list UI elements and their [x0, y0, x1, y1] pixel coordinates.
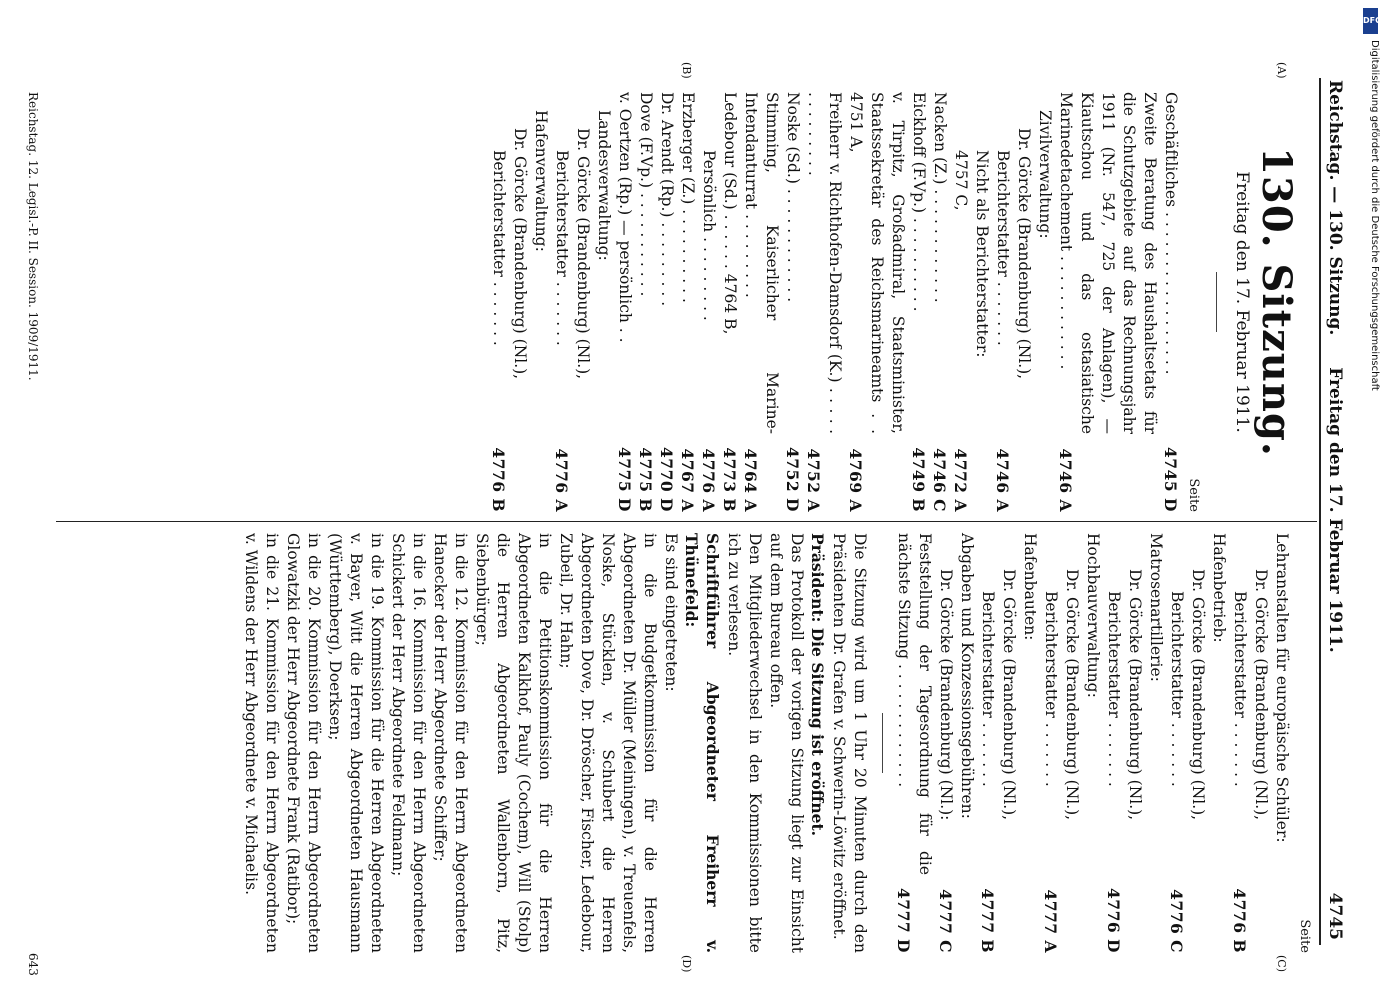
- proceedings-paragraph: in die 19. Kommission für die Herren Abgeordneten v. Bayer, Witt die Herren Abgeordneten Hausmann (Württemberg), Doerksen;: [326, 533, 386, 953]
- entry-text: Dr. Görcke (Brandenburg) (Nl.),: [1000, 569, 1018, 821]
- entry-text: Dr. Görcke (Brandenburg) (Nl.),: [574, 128, 592, 380]
- proceedings-paragraph: Das Protokoll der vorigen Sitzung liegt zur Einsicht auf dem Bureau offen.: [767, 533, 806, 953]
- proceedings-paragraph: Es sind eingetreten:: [662, 533, 680, 692]
- agenda-entry: [935, 533, 956, 953]
- entry-text: v. Oertzen (Rp.) — persönlich . .: [616, 92, 634, 343]
- seite-label: Seite: [1186, 478, 1201, 512]
- entry-text: Zweite Beratung des Haushaltsetats für die Schutzgebiete auf das Rechnungsjahr 1911 (Nr. 547, 725 der Anlagen), — Kiautschou und das ostasiatische Marinedetachement . . . . . . . . . . . .: [1057, 92, 1159, 434]
- page-reference: 4752 A: [804, 448, 823, 512]
- entry-text: Berichterstatter . . . . . . .: [994, 150, 1012, 346]
- agenda-entry: [1019, 533, 1040, 953]
- running-head-date: Freitag den 17. Februar 1911.: [1325, 367, 1345, 653]
- margin-letter-c: (C): [1275, 955, 1288, 972]
- entry-text: v. Tirpitz, Großadmiral, Staatsminister, Staatssekretär des Reichsmarineamts . . 4751 A,: [847, 92, 907, 434]
- footer-number: 643: [26, 953, 40, 976]
- proceedings-paragraph: in die 20. Kommission für den Herrn Abgeordneten Glowatzki der Herr Abgeordnete Frank (Ratibor);: [284, 533, 323, 953]
- dfg-logo: DFG: [1363, 8, 1378, 34]
- agenda-list: [488, 92, 1181, 512]
- agenda-entry: [977, 533, 998, 953]
- page-reference: 4775 B: [636, 447, 655, 512]
- entry-text: Persönlich . . . . . . . . .: [700, 150, 718, 321]
- entry-text: Noske (Sd.) . . . . . . . . . . . .: [784, 92, 802, 303]
- column-divider: [56, 521, 1317, 522]
- page-number: 4745: [1325, 892, 1345, 940]
- agenda-entry: [656, 92, 677, 512]
- agenda-entry: [1271, 533, 1292, 953]
- entry-text: Berichterstatter . . . . . . .: [979, 591, 997, 787]
- entry-text: Stimming, Kaiserlicher Marine-Intendanturrat . . . . . . . . .: [742, 92, 781, 434]
- page-reference: 4776 D: [1104, 888, 1123, 953]
- agenda-entry: [530, 92, 551, 512]
- agenda-entry: [509, 92, 530, 512]
- proceedings-paragraph: in die 12. Kommission für den Herrn Abgeordneten Hanecker der Herr Abgeordnete Schiffer;: [431, 533, 470, 953]
- page-reference: 4777 D: [894, 888, 913, 953]
- page-reference: 4777 C: [936, 889, 955, 953]
- left-column: [488, 92, 1315, 512]
- entry-text: 4757 C,: [952, 150, 970, 211]
- agenda-entry: [1040, 533, 1061, 953]
- footer-signature: Reichstag. 12. Legisl.-P. II. Session. 1909/1911.: [26, 92, 40, 381]
- dfg-sidebar: [1362, 8, 1382, 391]
- agenda-entry: [908, 92, 929, 512]
- title-rule: [1216, 272, 1217, 332]
- entry-text: Zivilverwaltung:: [1036, 110, 1054, 239]
- margin-letter-d: (D): [680, 955, 693, 973]
- page-reference: 4769 A: [846, 448, 865, 512]
- agenda-entry: [593, 92, 614, 512]
- entry-text: Nacken (Z.) . . . . . . . . . . . .: [931, 92, 949, 303]
- agenda-entry: [677, 92, 698, 512]
- entry-text: Nicht als Berichterstatter:: [973, 150, 991, 358]
- agenda-entry: [1229, 533, 1250, 953]
- margin-letter-a: (A): [1275, 62, 1288, 79]
- agenda-entry: [1055, 92, 1160, 512]
- section-rule: [882, 713, 883, 773]
- page-reference: 4776 B: [489, 447, 508, 512]
- agenda-entry: [1145, 533, 1166, 953]
- agenda-entry: [1166, 533, 1187, 953]
- page-reference: 4745 D: [1161, 447, 1180, 512]
- agenda-entry: [1208, 533, 1229, 953]
- running-head-left: Reichstag. — 130. Sitzung.: [1325, 80, 1345, 336]
- page-reference: 4746 A: [1056, 448, 1075, 512]
- agenda-entry: [1082, 533, 1103, 953]
- agenda-entry: [488, 92, 509, 512]
- agenda-entry: [1250, 533, 1271, 953]
- seite-label-right: Seite: [1297, 919, 1312, 953]
- agenda-entry: [1103, 533, 1124, 953]
- agenda-entry: [719, 92, 740, 512]
- page-reference: 4777 A: [1041, 889, 1060, 953]
- agenda-entry: [1013, 92, 1034, 512]
- entry-text: Berichterstatter . . . . . . .: [1168, 591, 1186, 787]
- proceedings-text: [240, 533, 870, 953]
- page-reference: 4752 D: [783, 447, 802, 512]
- session-date: Freitag den 17. Februar 1911.: [1232, 171, 1252, 433]
- entry-text: Ledebour (Sd.) . . . . . . 4764 B,: [721, 92, 739, 335]
- margin-letter-b: (B): [680, 62, 693, 79]
- entry-text: Dr. Görcke (Brandenburg) (Nl.),: [1015, 128, 1033, 380]
- agenda-entry: [998, 533, 1019, 953]
- entry-text: Berichterstatter . . . . . . .: [1042, 591, 1060, 787]
- agenda-entry: [740, 92, 782, 512]
- page-reference: 4776 B: [1230, 888, 1249, 953]
- entry-text: Berichterstatter . . . . . . .: [1105, 591, 1123, 787]
- entry-text: Hafenverwaltung:: [532, 110, 550, 252]
- entry-text: Feststellung der Tagesordnung für die nächste Sitzung . . . . . . . . . . . . .: [895, 533, 934, 875]
- proceedings-paragraph: in die Budgetkommission für die Herren Abgeordneten Dr. Müller (Meiningen), v. Treuenfels, Noske, Stücklen, v. Schubert die Herren Abgeordneten Dove, Dr. Dröscher, Fischer, Ledebour, Zubeil, Dr. Hahn;: [557, 533, 659, 953]
- proceedings-paragraph: Die Sitzung wird um 1 Uhr 20 Minuten durch den Präsidenten Dr. Grafen v. Schwerin-Löwitz eröffnet.: [830, 533, 869, 953]
- entry-text: Dr. Görcke (Brandenburg) (Nl.),: [1126, 569, 1144, 821]
- page-reference: 4773 B: [720, 447, 739, 512]
- agenda-entry: [635, 92, 656, 512]
- agenda-entry: [1061, 533, 1082, 953]
- agenda-entry: [893, 533, 935, 953]
- agenda-entry: [1124, 533, 1145, 953]
- entry-text: Dr. Görcke (Brandenburg) (Nl.),: [1252, 569, 1270, 821]
- entry-text: Dr. Arendt (Rp.) . . . . . . . . .: [658, 92, 676, 307]
- entry-text: Hafenbauten:: [1021, 533, 1039, 641]
- entry-text: Erzberger (Z.) . . . . . . . . . .: [679, 92, 697, 303]
- entry-text: Dr. Görcke (Brandenburg) (Nl.):: [937, 569, 955, 821]
- entry-text: Dr. Görcke (Brandenburg) (Nl.),: [511, 128, 529, 380]
- entry-text: Dove (F.Vp.) . . . . . . . . . . .: [637, 92, 655, 297]
- page-reference: 4776 A: [699, 448, 718, 512]
- entry-text: Lehranstalten für europäische Schüler:: [1273, 533, 1291, 843]
- right-column: [240, 533, 1315, 953]
- agenda-entry: [803, 92, 845, 512]
- agenda-entry: [698, 92, 719, 512]
- agenda-entry: [845, 92, 908, 512]
- page-reference: 4776 C: [1167, 889, 1186, 953]
- entry-text: Landesverwaltung:: [595, 110, 613, 261]
- page-reference: 4764 A: [741, 448, 760, 512]
- agenda-entry: [971, 92, 992, 512]
- agenda-entry: [929, 92, 950, 512]
- header-rule: [1319, 78, 1321, 945]
- entry-text: Dr. Görcke (Brandenburg) (Nl.),: [1189, 569, 1207, 821]
- session-title: 130. Sitzung.: [1253, 147, 1300, 457]
- proceedings-paragraph: Den Mitgliederwechsel in den Kommissionen bitte ich zu verlesen.: [725, 533, 764, 953]
- agenda-entry: [1034, 92, 1055, 512]
- page-reference: 4767 A: [678, 448, 697, 512]
- agenda-list-continued: [893, 533, 1292, 953]
- agenda-entry: [1160, 92, 1181, 512]
- entry-text: Dr. Görcke (Brandenburg) (Nl.),: [1063, 569, 1081, 821]
- entry-text: Hafenbetrieb:: [1210, 533, 1228, 643]
- proceedings-paragraph: in die 16. Kommission für den Herrn Abgeordneten Schickert der Herr Abgeordnete Feldmann;: [389, 533, 428, 953]
- entry-text: Hochbauverwaltung:: [1084, 533, 1102, 698]
- agenda-entry: [572, 92, 593, 512]
- page-reference: 4749 B: [909, 447, 928, 512]
- agenda-entry: [551, 92, 572, 512]
- dfg-funding-note: Digitalisierung gefördert durch die Deutsche Forschungsgemeinschaft: [1369, 40, 1380, 391]
- entry-text: Freiherr v. Richthofen-Damsdorf (K.) . . . . . . . . . . . . . .: [805, 92, 844, 434]
- agenda-entry: [614, 92, 635, 512]
- agenda-entry: [992, 92, 1013, 512]
- page-reference: 4746 C: [930, 448, 949, 512]
- agenda-entry: [950, 92, 971, 512]
- page-reference: 4770 D: [657, 447, 676, 512]
- page-reference: 4776 A: [552, 448, 571, 512]
- entry-text: Berichterstatter . . . . . . .: [490, 150, 508, 346]
- entry-text: Matrosenartillerie:: [1147, 533, 1165, 682]
- proceedings-paragraph: Präsident: Die Sitzung ist eröffnet.: [808, 533, 827, 837]
- entry-text: Eickhoff (F.Vp.) . . . . . . . . . .: [910, 92, 928, 312]
- running-head: [1315, 80, 1355, 940]
- proceedings-paragraph: Schriftführer Abgeordneter Freiherr v. Thünefeld:: [682, 533, 722, 953]
- entry-text: Berichterstatter . . . . . . .: [1231, 591, 1249, 787]
- agenda-entry: [782, 92, 803, 512]
- entry-text: Geschäftliches . . . . . . . . . . . . . . . . .: [1162, 92, 1180, 375]
- entry-text: Berichterstatter . . . . . . .: [553, 150, 571, 346]
- proceedings-paragraph: in die 21. Kommission für den Herrn Abgeordneten v. Wildens der Herr Abgeordnete v. Michaelis.: [242, 533, 281, 953]
- page-reference: 4777 B: [978, 888, 997, 953]
- agenda-entry: [956, 533, 977, 953]
- page-reference: 4772 A: [951, 448, 970, 512]
- agenda-entry: [1187, 533, 1208, 953]
- entry-text: Abgaben und Konzessionsgebühren:: [958, 533, 976, 819]
- page-reference: 4775 D: [615, 447, 634, 512]
- proceedings-paragraph: in die Petitionskommission für die Herren Abgeordneten Kalkhof, Pauly (Cochem), Will (Stolp) die Herren Abgeordneten Wallenborn, Pitz, Siebenbürger;: [473, 533, 554, 953]
- page-reference: 4746 A: [993, 448, 1012, 512]
